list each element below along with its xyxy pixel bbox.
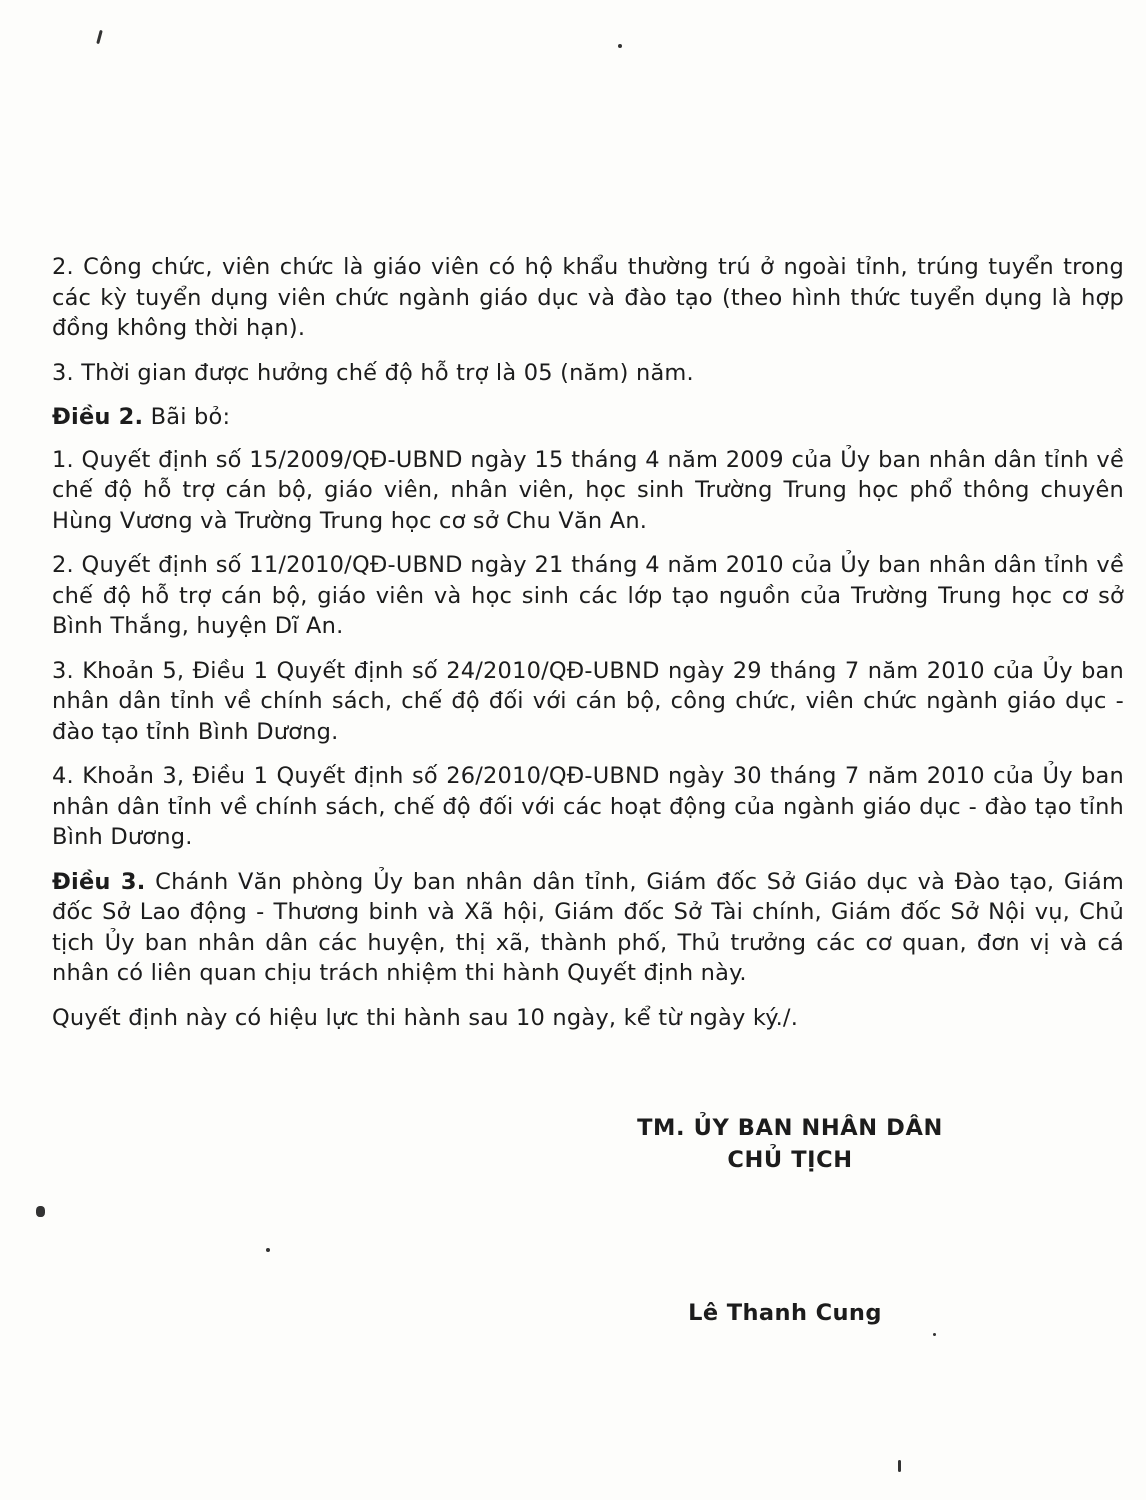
scan-speck: [266, 1248, 270, 1252]
clause-paragraph: 3. Thời gian được hưởng chế độ hỗ trợ là 05 (năm) năm.: [52, 359, 694, 386]
scan-speck: [96, 30, 103, 44]
clause-paragraph: 2. Công chức, viên chức là giáo viên có hộ khẩu thường trú ở ngoài tỉnh, trúng tuyển trong các kỳ tuyển dụng viên chức ngành giáo dục và đào tạo (theo hình thức tuyển dụng là hợp đồng không thời hạn).: [52, 254, 1124, 341]
decision-body: [52, 252, 1124, 1047]
signature-title: TM. ỦY BAN NHÂN DÂN: [637, 1115, 943, 1141]
article-label: Điều 2.: [52, 404, 144, 430]
clause-paragraph: 1. Quyết định số 15/2009/QĐ-UBND ngày 15 tháng 4 năm 2009 của Ủy ban nhân dân tỉnh về chế độ hỗ trợ cán bộ, giáo viên, nhân viên, học sinh Trường Trung học phổ thông chuyên Hùng Vương và Trường Trung học cơ sở Chu Văn An.: [52, 446, 1124, 534]
signer-name: Lê Thanh Cung: [688, 1300, 882, 1326]
signature-block: [620, 1112, 960, 1176]
clause-paragraph: 2. Quyết định số 11/2010/QĐ-UBND ngày 21 tháng 4 năm 2010 của Ủy ban nhân dân tỉnh về chế độ hỗ trợ cán bộ, giáo viên và học sinh các lớp tạo nguồn của Trường Trung học cơ sở Bình Thắng, huyện Dĩ An.: [52, 552, 1124, 639]
scan-speck: [933, 1333, 936, 1336]
clause-paragraph: 4. Khoản 3, Điều 1 Quyết định số 26/2010/QĐ-UBND ngày 30 tháng 7 năm 2010 của Ủy ban nhân dân tỉnh về chính sách, chế độ đối với các hoạt động của ngành giáo dục - đào tạo tỉnh Bình Dương.: [52, 763, 1124, 850]
effective-clause: Quyết định này có hiệu lực thi hành sau 10 ngày, kể từ ngày ký./.: [52, 1004, 799, 1031]
scan-speck: [36, 1206, 45, 1217]
scan-speck: [898, 1460, 901, 1472]
scan-speck: [618, 44, 622, 48]
article-3-paragraph: [52, 867, 1124, 989]
article-2-heading: [52, 402, 1124, 433]
article-text: Chánh Văn phòng Ủy ban nhân dân tỉnh, Giám đốc Sở Giáo dục và Đào tạo, Giám đốc Sở Lao động - Thương binh và Xã hội, Giám đốc Sở Tài chính, Giám đốc Sở Nội vụ, Chủ tịch Ủy ban nhân dân các huyện, thị xã, thành phố, Thủ trưởng các cơ quan, đơn vị và cá nhân có liên quan chịu trách nhiệm thi hành Quyết định này.: [52, 868, 1125, 986]
signature-position: CHỦ TỊCH: [727, 1147, 853, 1173]
article-text: Bãi bỏ:: [143, 404, 231, 430]
article-label: Điều 3.: [52, 868, 146, 895]
clause-paragraph: 3. Khoản 5, Điều 1 Quyết định số 24/2010/QĐ-UBND ngày 29 tháng 7 năm 2010 của Ủy ban nhân dân tỉnh về chính sách, chế độ đối với cán bộ, công chức, viên chức ngành giáo dục - đào tạo tỉnh Bình Dương.: [52, 657, 1124, 745]
